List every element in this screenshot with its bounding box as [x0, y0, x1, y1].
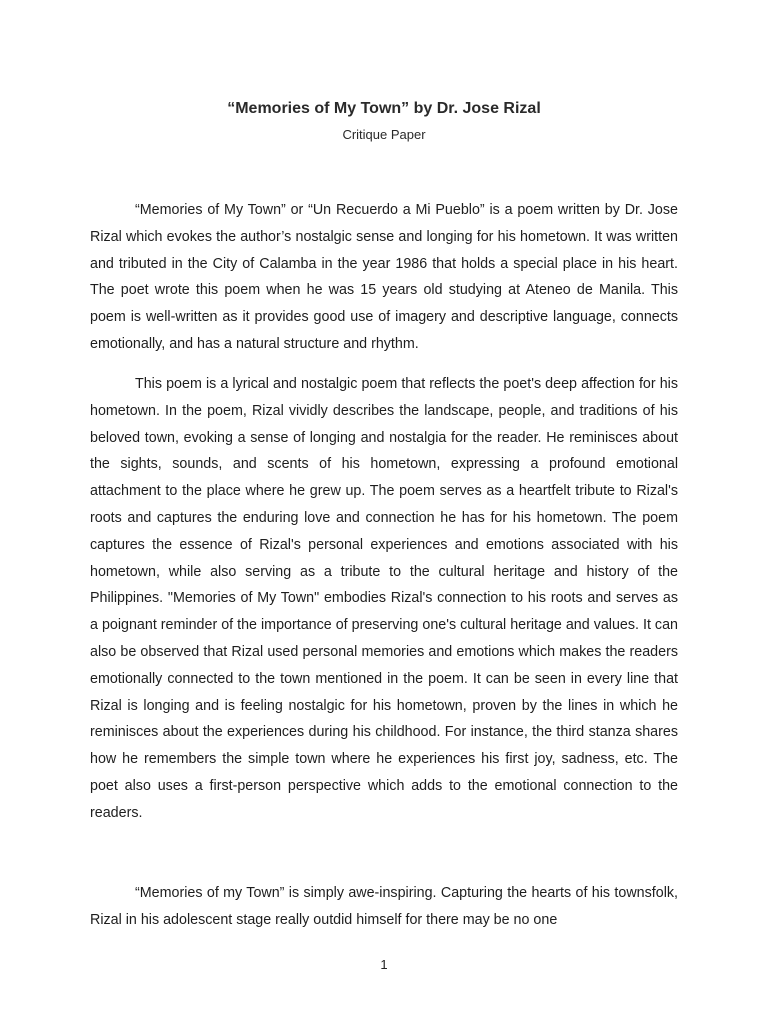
page-number: 1 — [380, 957, 388, 972]
body-paragraph-3 — [90, 880, 678, 934]
paragraph-text: “Memories of My Town” or “Un Recuerdo a Mi Pueblo” is a poem written by Dr. Jose Rizal which evokes the author’s nostalgic sense and longing for his hometown. It was written and tributed in the City of Calamba in the year 1986 that holds a special place in his heart. The poet wrote this poem when he was 15 years old studying at Ateneo de Manila. This poem is well-written as it provides good use of imagery and descriptive language, connects emotionally, and has a natural structure and rhythm. — [90, 202, 678, 352]
paragraph-text: This poem is a lyrical and nostalgic poem that reflects the poet's deep affection for his hometown. In the poem, Rizal vividly describes the landscape, people, and traditions of his beloved town, evoking a sense of longing and nostalgia for the reader. He reminisces about the sights, sounds, and scents of his hometown, expressing a profound emotional attachment to the place where he grew up. The poem serves as a heartfelt tribute to Rizal's roots and captures the enduring love and connection he has for his hometown. The poem captures the essence of Rizal's personal experiences and emotions associated with his hometown, while also serving as a tribute to the cultural heritage and history of the Philippines. "Memories of My Town" embodies Rizal's connection to his roots and serves as a poignant reminder of the importance of preserving one's cultural heritage and values. It can also be observed that Rizal used personal memories and emotions which makes the readers emotionally connected to the town mentioned in the poem. It can be seen in every line that Rizal is longing and is feeling nostalgic for his hometown, proven by the lines in which he reminisces about the experiences during his childhood. For instance, the third stanza shares how he remembers the simple town where he experiences his first joy, sadness, etc. The poet also uses a first-person perspective which adds to the emotional connection to the readers. — [90, 376, 678, 821]
body-paragraph-1 — [90, 197, 678, 358]
body-paragraph-2 — [90, 371, 678, 827]
paragraph-text: “Memories of my Town” is simply awe-inspiring. Capturing the hearts of his townsfolk, Rizal in his adolescent stage really outdid himself for there may be no one — [90, 885, 678, 928]
document-title: “Memories of My Town” by Dr. Jose Rizal — [227, 100, 541, 117]
document-subtitle: Critique Paper — [342, 127, 426, 142]
